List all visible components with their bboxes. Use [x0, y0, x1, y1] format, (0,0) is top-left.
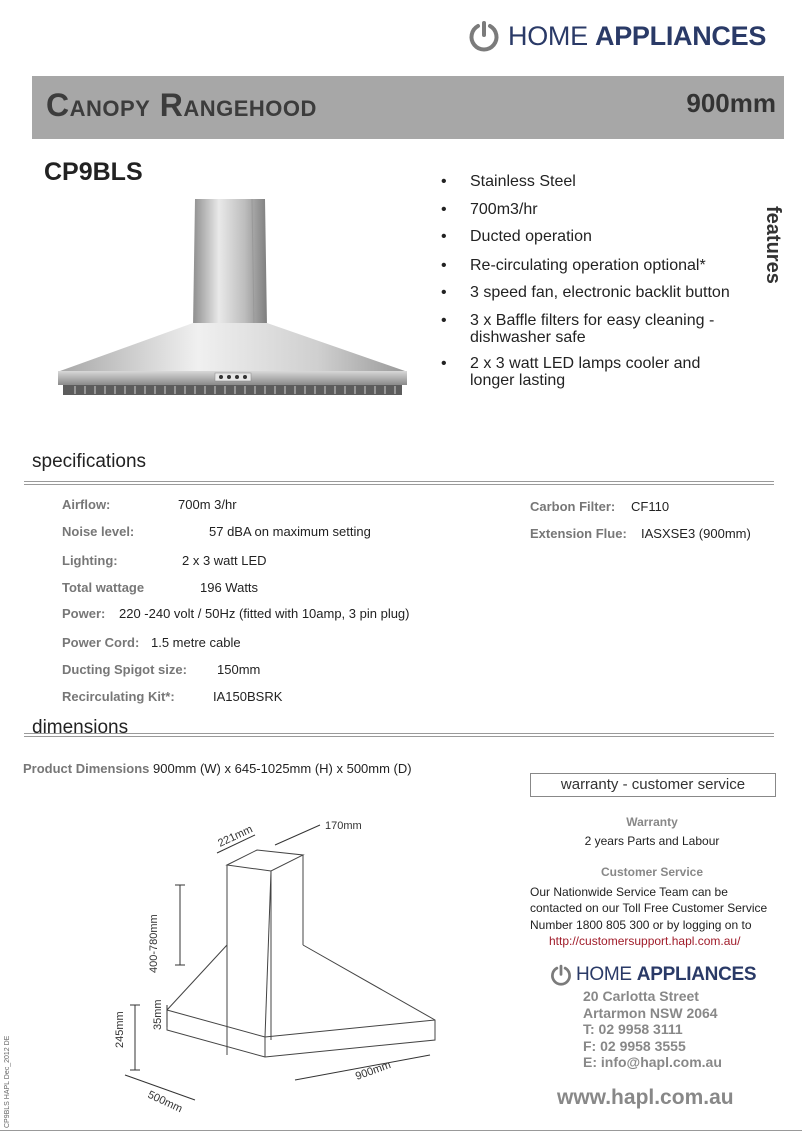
spec-row: Extension Flue:	[530, 526, 627, 541]
features-heading	[758, 204, 788, 320]
product-size: 900mm	[686, 88, 776, 118]
dim-400-780-label: 400-780mm	[148, 914, 160, 973]
address-line: Artarmon NSW 2064	[583, 1004, 718, 1021]
dim-35-label: 35mm	[152, 999, 164, 1030]
address-block	[583, 988, 722, 1071]
warranty-text: 2 years Parts and Labour	[584, 834, 720, 848]
dimensions-heading: dimensions	[32, 717, 129, 738]
dimension-diagram	[95, 805, 535, 1125]
dim-221-label: 221mm	[216, 823, 255, 850]
svg-text:features: features	[762, 206, 784, 284]
warranty-heading: Warranty	[626, 815, 678, 829]
dimensions-value: 900mm (W) x 645-1025mm (H) x 500mm (D)	[153, 761, 412, 776]
spec-value: 196 Watts	[200, 580, 259, 595]
spec-value: 150mm	[217, 662, 261, 677]
product-title: Canopy Rangehood	[46, 87, 317, 123]
dim-500-label: 500mm	[145, 1088, 185, 1116]
spec-value: IASXSE3 (900mm)	[641, 526, 751, 541]
spec-value: IA150BSRK	[213, 689, 283, 704]
document-code	[0, 1020, 12, 1130]
spec-value: CF110	[631, 499, 670, 514]
dimensions-row: Product Dimensions	[23, 761, 150, 776]
service-heading: Customer Service	[600, 865, 704, 879]
spec-row: Total wattage	[62, 580, 145, 595]
divider	[24, 481, 774, 485]
brand-name: HOME APPLIANCES	[508, 20, 767, 51]
dim-900-label: 900mm	[353, 1058, 393, 1083]
spec-row: Lighting:	[62, 553, 118, 568]
dim-245-label: 245mm	[114, 1011, 126, 1048]
spec-row: Recirculating Kit*:	[62, 689, 175, 704]
spec-row: Power:	[62, 606, 106, 621]
brand-logo	[468, 20, 766, 52]
specifications-heading: specifications	[32, 451, 147, 472]
spec-value: 2 x 3 watt LED	[182, 553, 267, 568]
website-link[interactable]: www.hapl.com.au	[557, 1086, 734, 1109]
spec-row: Ducting Spigot size:	[62, 662, 187, 677]
dim-170-label: 170mm	[325, 820, 362, 832]
footer-brand-name: HOME APPLIANCES	[576, 964, 757, 985]
model-number: CP9BLS	[44, 158, 143, 186]
spec-row: Power Cord:	[62, 635, 140, 650]
warranty-box-title: warranty - customer service	[530, 773, 776, 797]
address-line: 20 Carlotta Street	[583, 988, 699, 1004]
footer-logo	[550, 964, 756, 986]
spec-value: 220 -240 volt / 50Hz (fitted with 10amp, 3 pin plug)	[119, 606, 410, 621]
service-line: contacted on our Toll Free Customer Service	[530, 901, 768, 915]
service-line: Our Nationwide Service Team can be	[530, 885, 728, 899]
rangehood-image	[55, 195, 410, 410]
spec-row: Carbon Filter:	[530, 499, 616, 514]
spec-value: 57 dBA on maximum setting	[209, 524, 371, 539]
phone-line: T: 02 9958 3111	[583, 1021, 683, 1037]
spec-row: Noise level:	[62, 524, 135, 539]
spec-row: Airflow:	[62, 497, 111, 512]
bottom-rule	[0, 1130, 802, 1131]
service-line: Number 1800 805 300 or by logging on to	[530, 918, 752, 932]
email-line[interactable]: E: info@hapl.com.au	[583, 1054, 722, 1070]
divider	[24, 733, 774, 737]
power-icon	[550, 964, 572, 986]
power-icon	[468, 20, 500, 52]
fax-line: F: 02 9958 3555	[583, 1037, 686, 1054]
svg-text:CP9BLS HAPL Dec_2012 DE: CP9BLS HAPL Dec_2012 DE	[4, 1035, 11, 1128]
spec-value: 1.5 metre cable	[151, 635, 241, 650]
title-band	[32, 76, 784, 139]
support-link[interactable]: http://customersupport.hapl.com.au/	[549, 934, 741, 948]
spec-value: 700m 3/hr	[178, 497, 237, 512]
